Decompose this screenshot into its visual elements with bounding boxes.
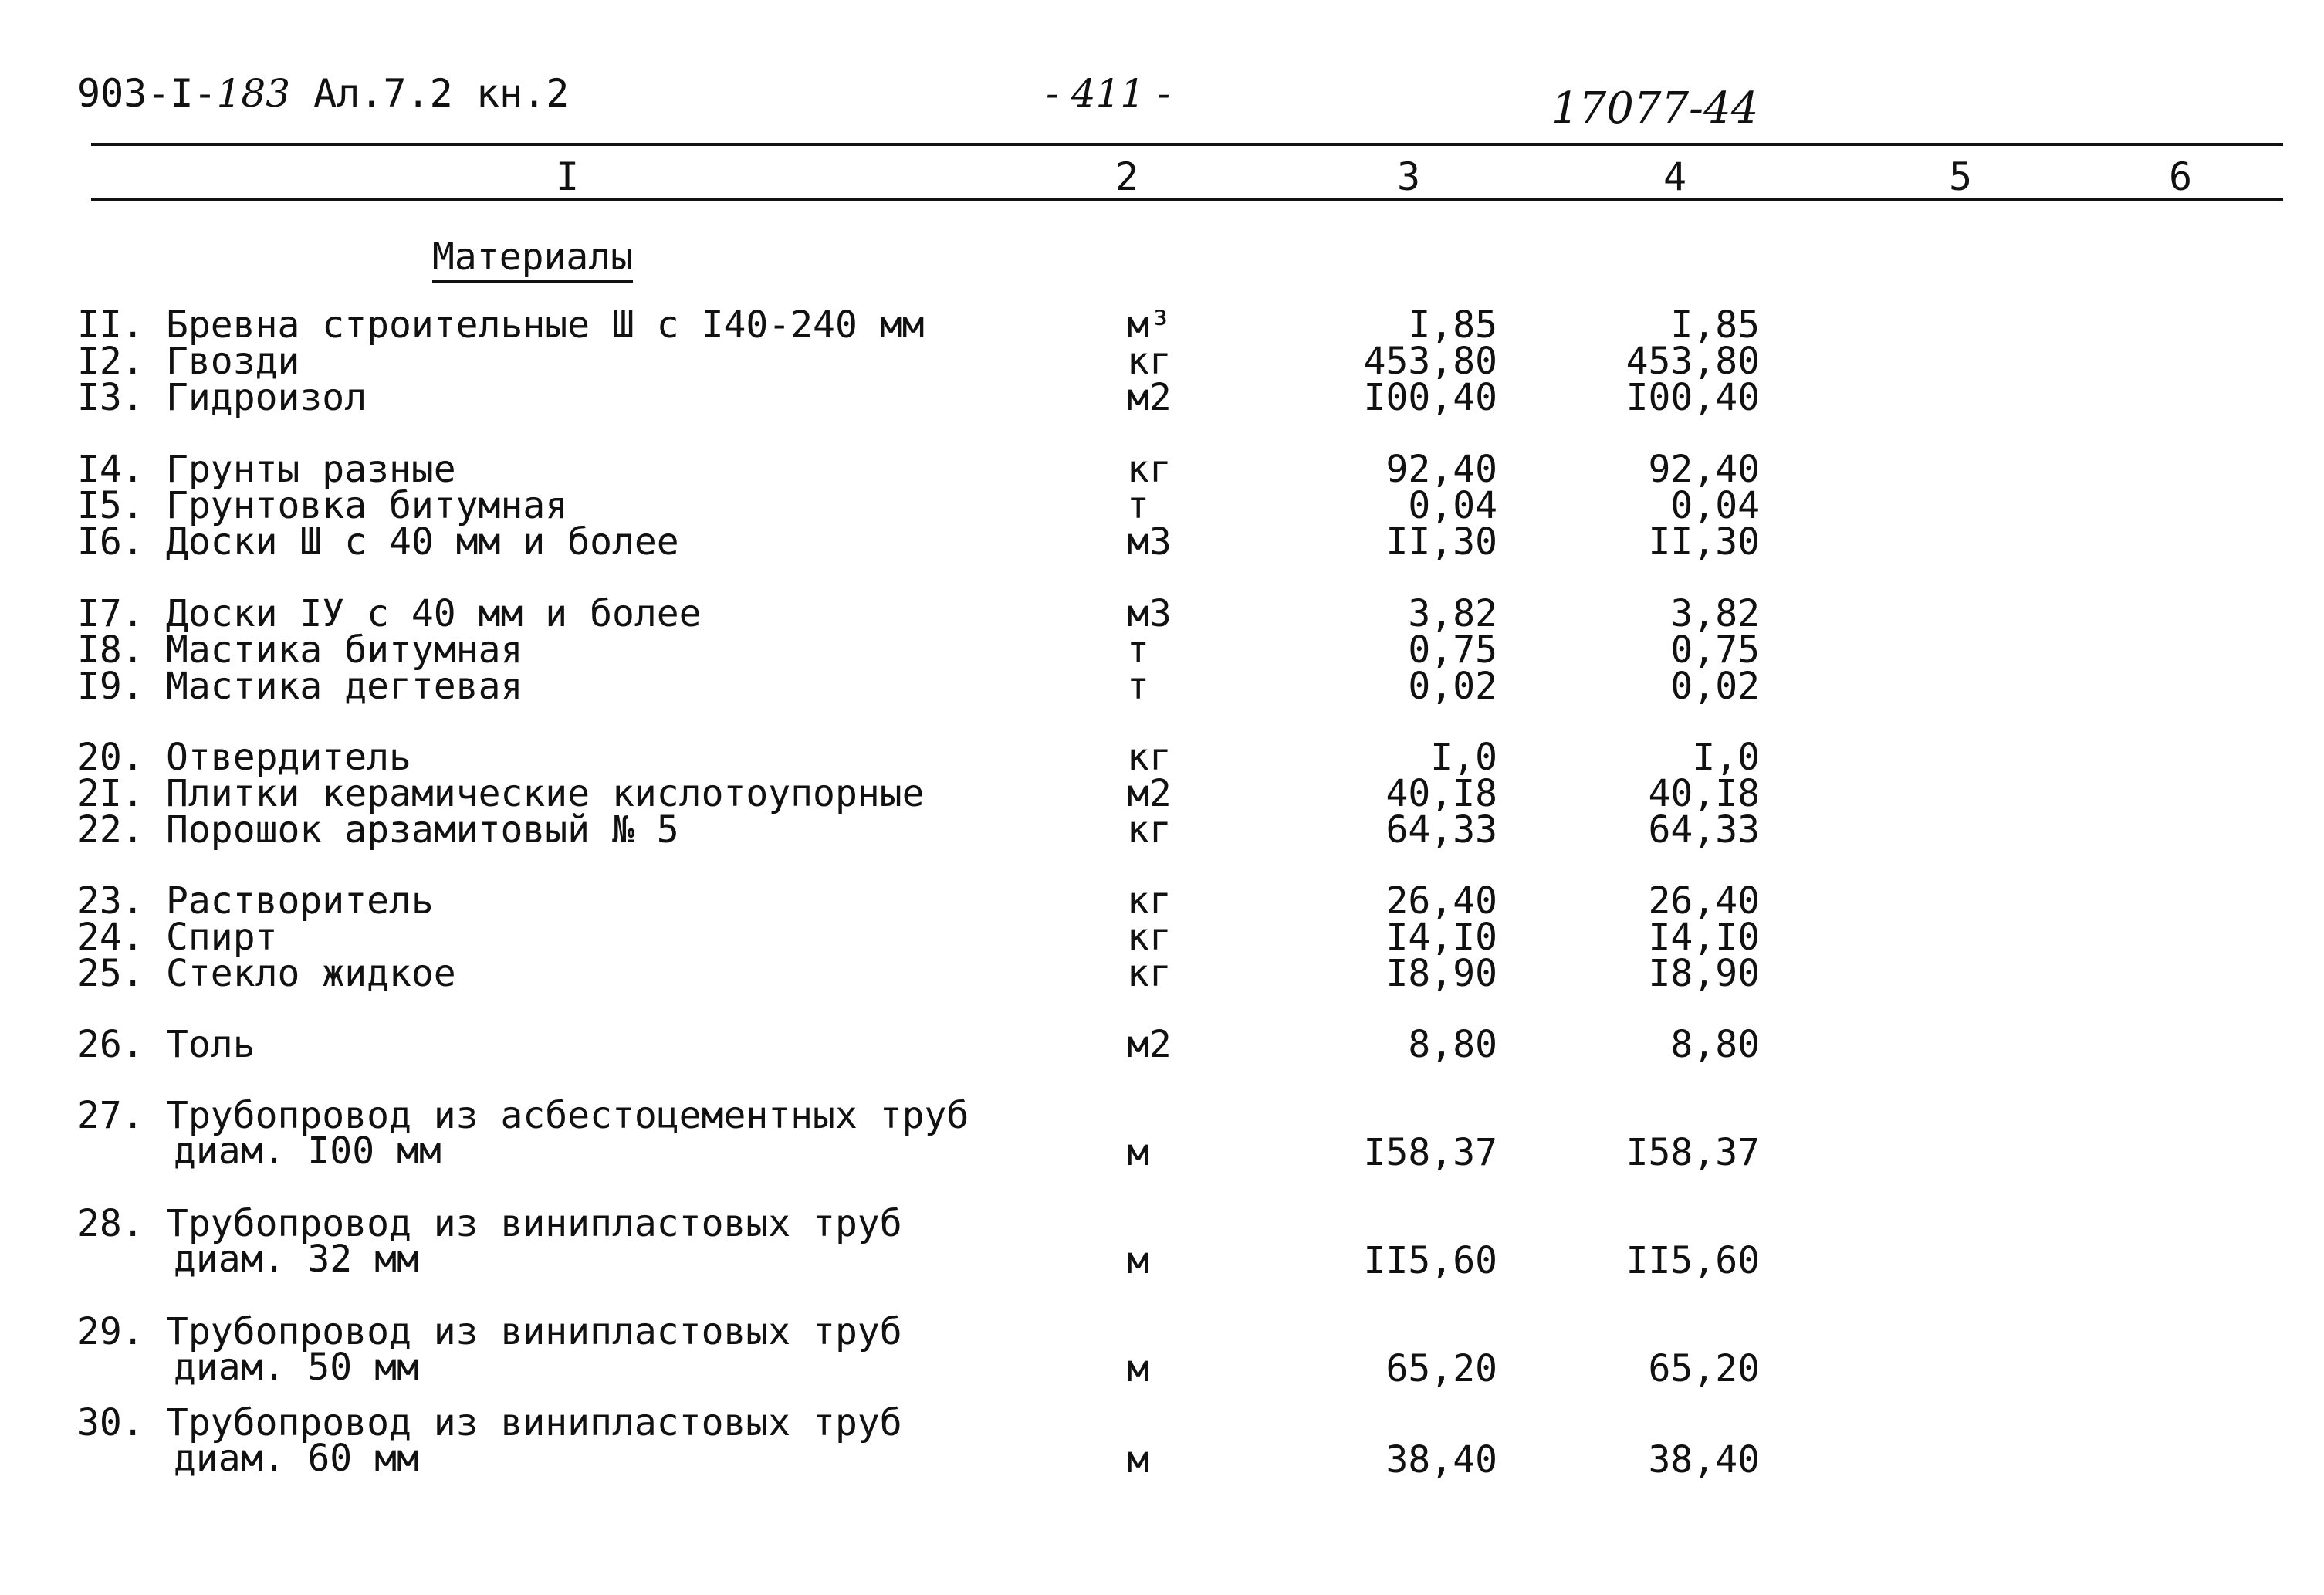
row-value-col3: 38,40: [1385, 1438, 1497, 1482]
row-name-line1: Трубопровод из асбестоцементных труб: [166, 1094, 969, 1137]
row-number: I4.: [77, 448, 144, 491]
row-name: [166, 736, 411, 779]
row-value-col3: II5,60: [1363, 1239, 1497, 1282]
row-number: II.: [77, 303, 144, 347]
row-name: [166, 484, 568, 527]
row-value-col4: I4,I0: [1648, 916, 1760, 959]
row-unit: т: [1127, 665, 1149, 708]
row-value-col4: 0,02: [1670, 665, 1760, 708]
row-number: 22.: [77, 808, 144, 852]
row-value-col4: I8,90: [1648, 952, 1760, 995]
row-unit: м2: [1127, 772, 1172, 815]
row-name: [166, 340, 300, 383]
row-name-line1: Гидроизол: [166, 376, 367, 419]
row-unit: м2: [1127, 1023, 1172, 1066]
row-name-line1: Порошок арзамитовый № 5: [166, 808, 679, 852]
row-number: I2.: [77, 340, 144, 383]
row-value-col3: 92,40: [1385, 448, 1497, 491]
row-value-col3: I,0: [1430, 736, 1497, 779]
row-name-line1: Трубопровод из винипластовых труб: [166, 1310, 902, 1353]
row-unit: м3: [1127, 592, 1172, 635]
row-name-line1: Плитки керамические кислотоупорные: [166, 772, 925, 815]
row-value-col3: 26,40: [1385, 879, 1497, 923]
row-number: 27.: [77, 1094, 144, 1137]
row-name: [166, 376, 367, 419]
row-value-col4: 8,80: [1670, 1023, 1760, 1066]
row-number: I8.: [77, 628, 144, 672]
row-value-col4: I00,40: [1625, 376, 1760, 419]
row-name-line1: Трубопровод из винипластовых труб: [166, 1401, 902, 1444]
row-name: [166, 448, 456, 491]
row-unit: кг: [1127, 736, 1172, 779]
row-number: 24.: [77, 916, 144, 959]
row-value-col4: 64,33: [1648, 808, 1760, 852]
row-number: 20.: [77, 736, 144, 779]
row-value-col4: 453,80: [1625, 340, 1760, 383]
row-unit: т: [1127, 628, 1149, 672]
row-unit: кг: [1127, 952, 1172, 995]
row-number: 30.: [77, 1401, 144, 1444]
row-unit: кг: [1127, 916, 1172, 959]
row-name-line1: Бревна строительные Ш с I40-240 мм: [166, 303, 925, 347]
page-number: - 411 -: [1046, 71, 1171, 116]
row-name: [166, 628, 523, 672]
row-unit: кг: [1127, 879, 1172, 923]
row-name: [166, 1094, 969, 1173]
row-name: [166, 1023, 255, 1066]
row-number: 2I.: [77, 772, 144, 815]
row-value-col4: 3,82: [1670, 592, 1760, 635]
row-number: I7.: [77, 592, 144, 635]
row-name-line2: диам. I00 мм: [174, 1129, 441, 1173]
document-code-handwritten: 183: [216, 71, 291, 116]
row-value-col4: 38,40: [1648, 1438, 1760, 1482]
row-value-col4: 0,75: [1670, 628, 1760, 672]
document-code: [77, 71, 569, 116]
row-number: I3.: [77, 376, 144, 419]
header-top-rule: [91, 143, 2283, 146]
row-unit: м: [1127, 1347, 1149, 1390]
row-name: [166, 772, 925, 815]
row-value-col3: 0,02: [1408, 665, 1497, 708]
row-value-col3: 0,75: [1408, 628, 1497, 672]
sheet-code: 17077-44: [1551, 83, 1759, 134]
row-value-col3: 65,20: [1385, 1347, 1497, 1390]
row-unit: м: [1127, 1438, 1149, 1482]
row-name: [166, 1310, 902, 1389]
row-name-line1: Грунтовка битумная: [166, 484, 568, 527]
row-value-col4: I58,37: [1625, 1131, 1760, 1174]
column-header-6: 6: [2169, 154, 2193, 199]
row-name-line1: Гвозди: [166, 340, 300, 383]
row-name-line1: Отвердитель: [166, 736, 411, 779]
section-title: Материалы: [432, 235, 633, 283]
row-value-col3: I58,37: [1363, 1131, 1497, 1174]
row-value-col4: 92,40: [1648, 448, 1760, 491]
row-name: [166, 592, 702, 635]
row-value-col4: I,0: [1693, 736, 1760, 779]
column-header-5: 5: [1949, 154, 1973, 199]
row-value-col3: 8,80: [1408, 1023, 1497, 1066]
row-value-col3: 40,I8: [1385, 772, 1497, 815]
row-value-col3: I00,40: [1363, 376, 1497, 419]
row-number: 29.: [77, 1310, 144, 1353]
row-name: [166, 808, 679, 852]
row-name: [166, 665, 523, 708]
row-unit: м: [1127, 1239, 1149, 1282]
column-header-1: I: [556, 154, 580, 199]
row-number: 26.: [77, 1023, 144, 1066]
row-value-col3: I,85: [1408, 303, 1497, 347]
row-name-line1: Доски IУ с 40 мм и более: [166, 592, 702, 635]
row-value-col4: II,30: [1648, 520, 1760, 564]
row-value-col4: II5,60: [1625, 1239, 1760, 1282]
row-value-col4: I,85: [1670, 303, 1760, 347]
row-name: [166, 303, 925, 347]
row-name: [166, 1202, 902, 1281]
row-name-line1: Спирт: [166, 916, 278, 959]
row-number: 23.: [77, 879, 144, 923]
row-name: [166, 916, 278, 959]
row-name: [166, 952, 456, 995]
row-number: 25.: [77, 952, 144, 995]
row-name: [166, 520, 679, 564]
row-name-line1: Растворитель: [166, 879, 434, 923]
row-value-col3: 3,82: [1408, 592, 1497, 635]
column-header-2: 2: [1115, 154, 1139, 199]
document-code-suffix: Ал.7.2 кн.2: [313, 71, 570, 116]
row-name-line2: диам. 50 мм: [174, 1346, 419, 1389]
row-unit: кг: [1127, 448, 1172, 491]
row-name-line1: Трубопровод из винипластовых труб: [166, 1202, 902, 1245]
row-value-col3: I8,90: [1385, 952, 1497, 995]
row-value-col3: 64,33: [1385, 808, 1497, 852]
row-number: I6.: [77, 520, 144, 564]
row-name-line1: Мастика битумная: [166, 628, 523, 672]
row-value-col3: 0,04: [1408, 484, 1497, 527]
row-value-col3: 453,80: [1363, 340, 1497, 383]
row-unit: кг: [1127, 808, 1172, 852]
row-name: [166, 879, 434, 923]
row-unit: м2: [1127, 376, 1172, 419]
row-name-line1: Доски Ш с 40 мм и более: [166, 520, 679, 564]
document-code-prefix: 903-I-: [77, 71, 217, 116]
row-name-line1: Мастика дегтевая: [166, 665, 523, 708]
row-unit: м3: [1127, 520, 1172, 564]
row-name-line1: Толь: [166, 1023, 255, 1066]
row-name-line1: Стекло жидкое: [166, 952, 456, 995]
row-name-line1: Грунты разные: [166, 448, 456, 491]
row-value-col3: I4,I0: [1385, 916, 1497, 959]
column-header-4: 4: [1663, 154, 1687, 199]
row-number: I9.: [77, 665, 144, 708]
row-name: [166, 1401, 902, 1480]
row-value-col4: 0,04: [1670, 484, 1760, 527]
row-unit: м³: [1127, 303, 1172, 347]
row-value-col4: 26,40: [1648, 879, 1760, 923]
row-name-line2: диам. 60 мм: [174, 1437, 419, 1480]
column-header-3: 3: [1397, 154, 1421, 199]
row-value-col4: 65,20: [1648, 1347, 1760, 1390]
row-unit: т: [1127, 484, 1149, 527]
row-number: 28.: [77, 1202, 144, 1245]
row-value-col3: II,30: [1385, 520, 1497, 564]
row-number: I5.: [77, 484, 144, 527]
row-value-col4: 40,I8: [1648, 772, 1760, 815]
row-unit: кг: [1127, 340, 1172, 383]
row-name-line2: диам. 32 мм: [174, 1238, 419, 1281]
row-unit: м: [1127, 1131, 1149, 1174]
